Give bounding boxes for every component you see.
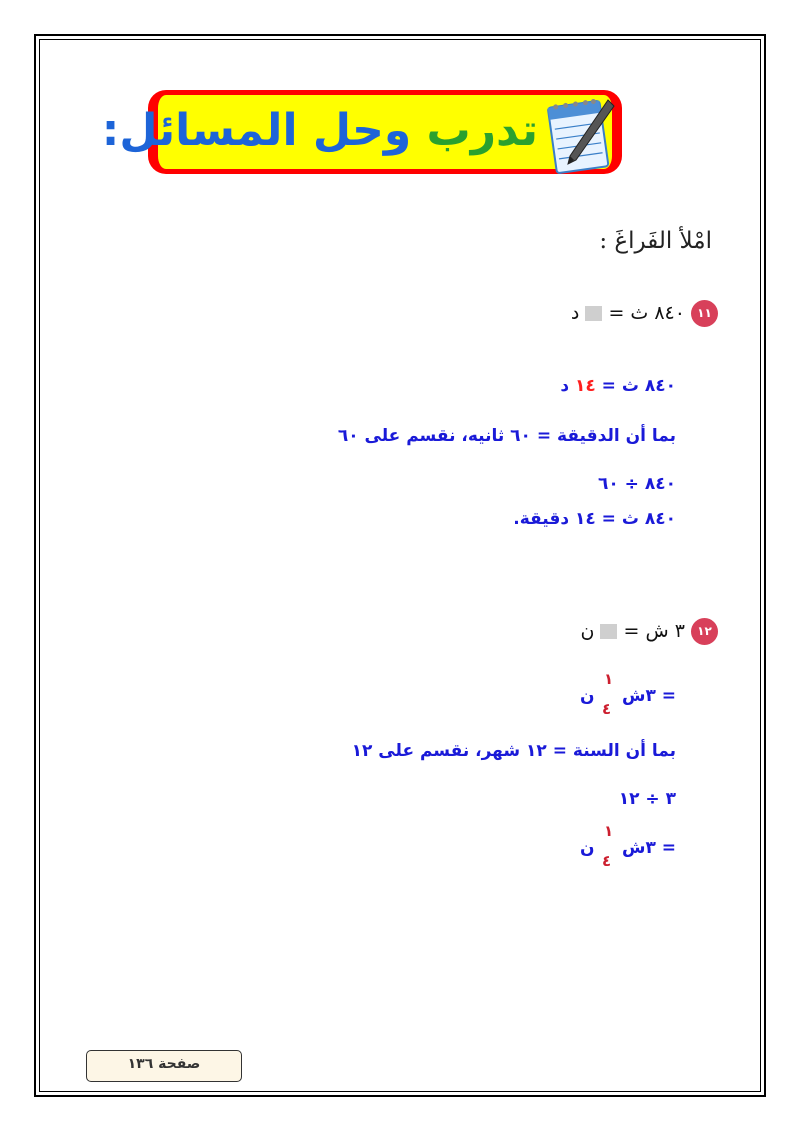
instruction-heading: امْلأ الفَراغَ : bbox=[599, 228, 712, 254]
question-text-right: د bbox=[570, 302, 580, 324]
fraction-lhs: ٣ش = bbox=[621, 838, 676, 858]
answer-line: ٨٤٠ ث = ١٤ د bbox=[560, 376, 676, 396]
fraction-unit: ن bbox=[580, 838, 595, 858]
answer-blank-box bbox=[585, 306, 602, 321]
fraction-unit: ن bbox=[580, 686, 595, 706]
answer-line: ٨٤٠ ÷ ٦٠ bbox=[598, 474, 676, 494]
answer-line: ٨٤٠ ث = ١٤ دقيقة. bbox=[513, 509, 676, 529]
problem-number-badge: ١٢ bbox=[691, 618, 718, 645]
page-number-text: صفحة ١٣٦ bbox=[127, 1056, 201, 1072]
question-text-left: ٨٤٠ ث = bbox=[608, 302, 685, 324]
title-words-blue: وحل المسائل: bbox=[101, 105, 412, 156]
page-number-label bbox=[86, 1050, 242, 1082]
problem-11-question bbox=[571, 300, 718, 327]
fraction-numerator: ١ bbox=[604, 670, 614, 688]
question-text-left: ٣ ش = bbox=[623, 620, 685, 642]
problem-number-badge: ١١ bbox=[691, 300, 718, 327]
fraction-denominator: ٤ bbox=[602, 852, 612, 870]
page-border-inner bbox=[39, 39, 761, 1092]
answer-line: بما أن الدقيقة = ٦٠ ثانيه، نقسم على ٦٠ bbox=[337, 426, 676, 446]
problem-12-question bbox=[580, 618, 718, 645]
fraction-numerator: ١ bbox=[604, 822, 614, 840]
title-banner bbox=[101, 86, 622, 178]
highlighted-value: ١٤ bbox=[575, 376, 596, 396]
question-text-right: ن bbox=[580, 620, 595, 642]
fraction-lhs: ٣ش = bbox=[621, 686, 676, 706]
answer-blank-box bbox=[600, 624, 617, 639]
notepad-pencil-icon bbox=[538, 86, 620, 178]
page-title bbox=[102, 96, 538, 166]
title-word-green: تدرب bbox=[426, 105, 538, 156]
answer-line: بما أن السنة = ١٢ شهر، نقسم على ١٢ bbox=[351, 741, 676, 761]
answer-line: ٣ ÷ ١٢ bbox=[618, 789, 676, 809]
fraction-denominator: ٤ bbox=[602, 700, 612, 718]
